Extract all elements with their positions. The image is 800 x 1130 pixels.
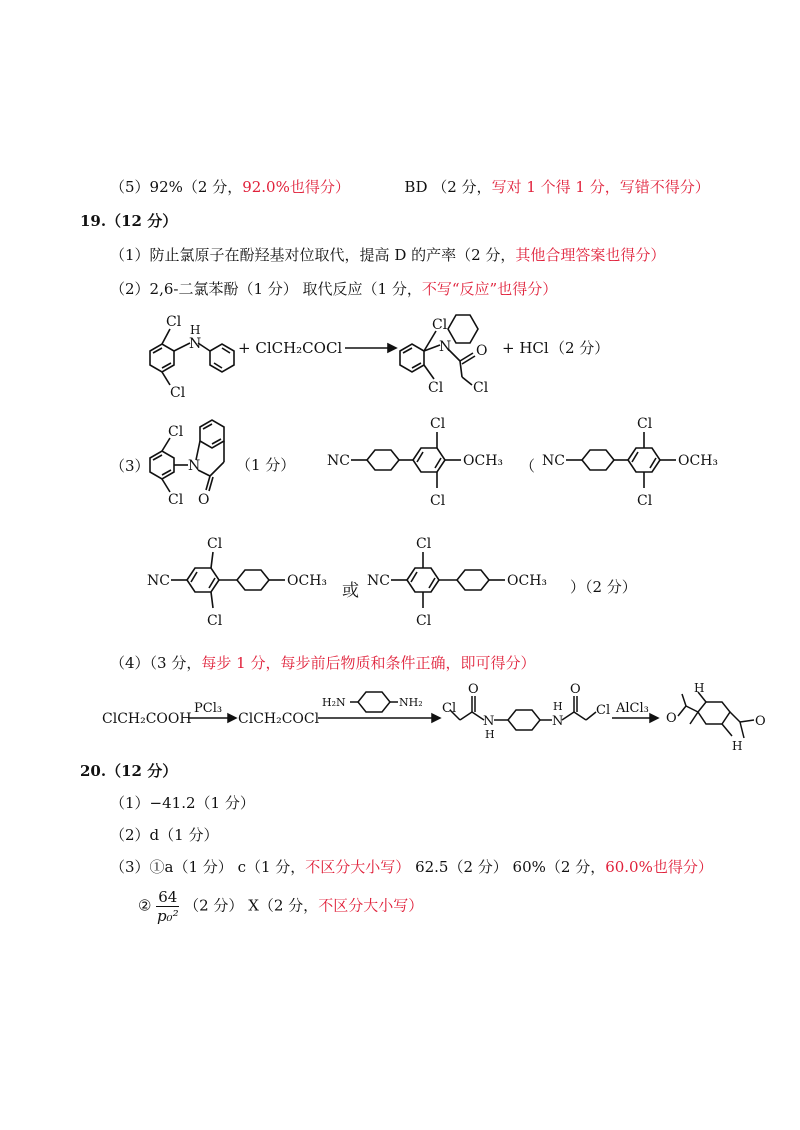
q19-p3-or: 或 bbox=[342, 581, 359, 601]
q19-p3-cl-4b: Cl bbox=[416, 613, 432, 629]
q19-p4-text: （4）（3 分， bbox=[110, 654, 202, 672]
q19-p3-close: ）（2 分） bbox=[570, 578, 637, 596]
q19-p3-cl-bottom: Cl bbox=[168, 492, 184, 508]
q19-p4-mid: ClCH₂COCl bbox=[238, 711, 320, 727]
q19-p3-biphenyl-3 bbox=[145, 530, 355, 635]
q19-p4-start: ClCH₂COOH bbox=[102, 711, 192, 727]
q18-5-line bbox=[110, 176, 710, 197]
q20-p4-red: 不区分大小写） bbox=[318, 896, 424, 915]
q19-p2 bbox=[110, 278, 557, 299]
q19-rxn-prod-o: O bbox=[476, 343, 488, 359]
q19-p4-red: 每步 1 分，每步前后物质和条件正确，即可得分） bbox=[201, 654, 536, 672]
q20-p2: （2）d（1 分） bbox=[110, 826, 219, 844]
q19-p3-score1: （1 分） bbox=[236, 456, 296, 474]
q20-p3-a: （3）①a（1 分） c（1 分， bbox=[110, 858, 306, 876]
q18-5-bd: BD （2 分， bbox=[404, 178, 492, 196]
q19-p3-cl-2b: Cl bbox=[637, 493, 653, 509]
q19-p3-och3-3: OCH₃ bbox=[287, 573, 328, 589]
q19-p3-n: N bbox=[188, 458, 201, 474]
q19-p3-nc-4: NC bbox=[367, 573, 390, 589]
q19-p4-cl-left: Cl bbox=[442, 701, 457, 716]
q19-rxn-reagent: + ClCH₂COCl bbox=[238, 339, 343, 357]
q20-p3-red1: 不区分大小写） bbox=[305, 858, 411, 876]
q19-p1 bbox=[110, 244, 665, 265]
q19-p4-nh2: NH₂ bbox=[399, 696, 423, 709]
q20-p4-den: p₀² bbox=[156, 907, 179, 925]
q19-rxn-nh-h: H bbox=[190, 323, 201, 337]
q19-p3-cl-1b: Cl bbox=[430, 493, 446, 509]
q19-p3-nc-1: NC bbox=[327, 453, 350, 469]
q19-p4-pcl3: PCl₃ bbox=[194, 701, 223, 716]
q19-p2-text: （2）2,6-二氯苯酚（1 分） 取代反应（1 分， bbox=[110, 280, 422, 298]
q19-p3-cl-2a: Cl bbox=[637, 416, 653, 432]
q19-rxn-prod-cl-bottom: Cl bbox=[428, 380, 444, 396]
q19-p2-red: 不写“反应”也得分） bbox=[421, 280, 558, 298]
q19-p3-nc-2: NC bbox=[542, 453, 565, 469]
q20-p3-b: 62.5（2 分） 60%（2 分， bbox=[410, 858, 606, 876]
q19-p3-och3-4: OCH₃ bbox=[507, 573, 548, 589]
q19-p3-nc-3: NC bbox=[147, 573, 170, 589]
q20-p3 bbox=[110, 856, 713, 877]
q19-p4-synthesis-route bbox=[100, 680, 790, 760]
q19-p4-h-left: H bbox=[485, 728, 495, 741]
q19-p3-och3-1: OCH₃ bbox=[463, 453, 504, 469]
q18-5-red-note: 92.0%也得分） bbox=[242, 178, 350, 196]
q19-p4-prod-o-right: O bbox=[755, 714, 766, 729]
q19-p3-cl-4a: Cl bbox=[416, 536, 432, 552]
q19-p4-o-left: O bbox=[468, 682, 479, 697]
q20-p4-b: （2 分） X（2 分， bbox=[184, 896, 319, 915]
q19-title: 19.（12 分） bbox=[80, 212, 178, 230]
q19-p4-prod-h-bottom: H bbox=[732, 739, 743, 753]
q20-p4 bbox=[138, 888, 423, 925]
q19-rxn-prod-cl: Cl bbox=[473, 380, 489, 396]
q19-p1-red: 其他合理答案也得分） bbox=[515, 246, 666, 264]
q19-p4-prod-h-top: H bbox=[694, 681, 705, 695]
q19-p3-biphenyl-4 bbox=[365, 530, 575, 635]
q19-p3-och3-2: OCH₃ bbox=[678, 453, 719, 469]
q19-p3-cl-3a: Cl bbox=[207, 536, 223, 552]
q19-p3-label: （3） bbox=[110, 457, 150, 475]
q20-p4-num: 64 bbox=[158, 888, 178, 906]
q19-p4-alcl3: AlCl₃ bbox=[616, 701, 649, 716]
q19-p4-n-right: N bbox=[552, 714, 564, 729]
q19-rxn-nh-n: N bbox=[189, 336, 202, 352]
q19-rxn-cl-top: Cl bbox=[166, 314, 182, 330]
q19-p3-biphenyl-2 bbox=[540, 410, 740, 515]
q19-p4-h-right: H bbox=[553, 700, 563, 713]
q19-p3-cl-1a: Cl bbox=[430, 416, 446, 432]
q19-p3-o: O bbox=[198, 492, 210, 508]
q19-p3-biphenyl-1 bbox=[325, 410, 525, 515]
q19-p4-n-left: N bbox=[483, 714, 495, 729]
q19-rxn-cl-bottom: Cl bbox=[170, 385, 186, 400]
q19-p1-text: （1）防止氯原子在酚羟基对位取代，提高 D 的产率（2 分， bbox=[110, 246, 516, 264]
q20-title: 20.（12 分） bbox=[80, 762, 178, 780]
q19-rxn-score: （2 分） bbox=[550, 339, 610, 357]
q19-p3-indolinone bbox=[140, 412, 310, 512]
q19-p3-cl-3b: Cl bbox=[207, 613, 223, 629]
q20-p1: （1）−41.2（1 分） bbox=[110, 794, 255, 812]
q19-p4-cl-right: Cl bbox=[596, 703, 611, 718]
q19-p3-open-paren: （ bbox=[520, 457, 536, 475]
q18-5-bd-red-note: 写对 1 个得 1 分，写错不得分） bbox=[491, 178, 710, 196]
q18-5-label: （5）92%（2 分， bbox=[110, 178, 243, 196]
q20-p3-red2: 60.0%也得分） bbox=[605, 858, 713, 876]
q19-p3-cl-top: Cl bbox=[168, 424, 184, 440]
q19-p4-prod-o-left: O bbox=[666, 711, 677, 726]
q19-p4-h2n: H₂N bbox=[322, 696, 346, 709]
q20-p4-pre: ② bbox=[138, 896, 152, 915]
q19-reaction-scheme bbox=[130, 305, 650, 400]
q19-rxn-prod-cl-top: Cl bbox=[432, 317, 448, 333]
q19-p4-o-right: O bbox=[570, 682, 581, 697]
q20-p4-fraction bbox=[156, 888, 179, 925]
q19-rxn-prod-n: N bbox=[439, 339, 452, 355]
q19-p4 bbox=[110, 652, 535, 673]
q19-rxn-hcl: + HCl bbox=[502, 339, 549, 357]
